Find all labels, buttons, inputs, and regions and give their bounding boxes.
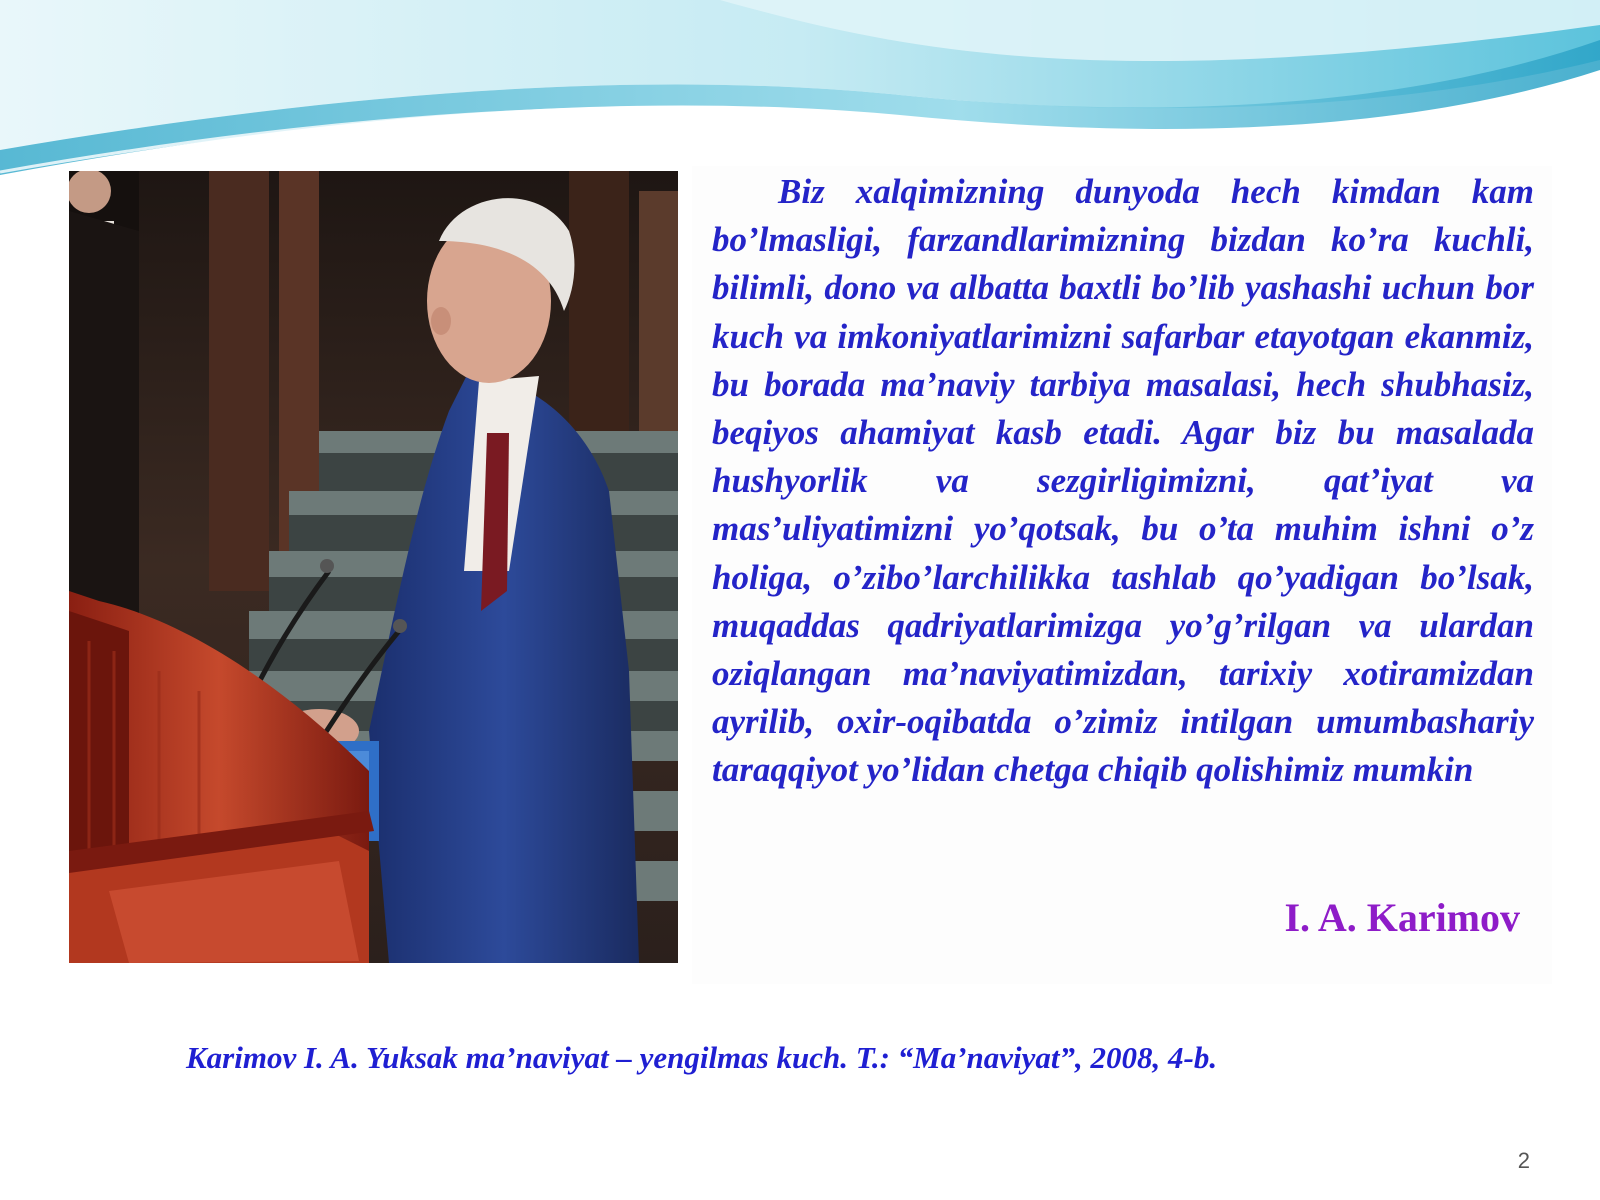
speaker-photo — [69, 171, 678, 963]
quote-text: Biz xalqimizning dunyoda hech kimdan kam bo’lmasligi, farzandlarimizning bizdan ko’ra kuchli, bilimli, dono va albatta baxtli bo’lib yashashi uchun bor kuch va imkoniyatlarimizni safarbar etayotgan ekanmiz, bu borada ma’naviy tarbiya masalasi, hech shubhasiz, beqiyos ahamiyat kasb etadi. Agar biz bu masalada hushyorlik va sezgirligimizni, qat’iyat va mas’uliyatimizni yo’qotsak, bu o’ta muhim ishni o’z holiga, o’zibo’larchilikka tashlab qo’yadigan bo’lsak, muqaddas qadriyatlarimizga yo’g’rilgan va ulardan oziqlangan ma’naviyatimizdan, tarixiy xotiramizdan ayrilib, oxir-oqibatda o’zimiz intilgan umumbashariy taraqqiyot yo’lidan chetga chiqib qolishimiz mumkin — [712, 172, 1534, 790]
header-wave-decoration — [0, 0, 1600, 190]
speaker-at-podium-photo-icon — [69, 171, 678, 963]
source-citation: Karimov I. A. Yuksak ma’naviyat – yengilmas kuch. T.: “Ma’naviyat”, 2008, 4-b. — [186, 1040, 1218, 1075]
page-number: 2 — [1517, 1148, 1530, 1173]
quote-author: I. A. Karimov — [1284, 895, 1520, 940]
